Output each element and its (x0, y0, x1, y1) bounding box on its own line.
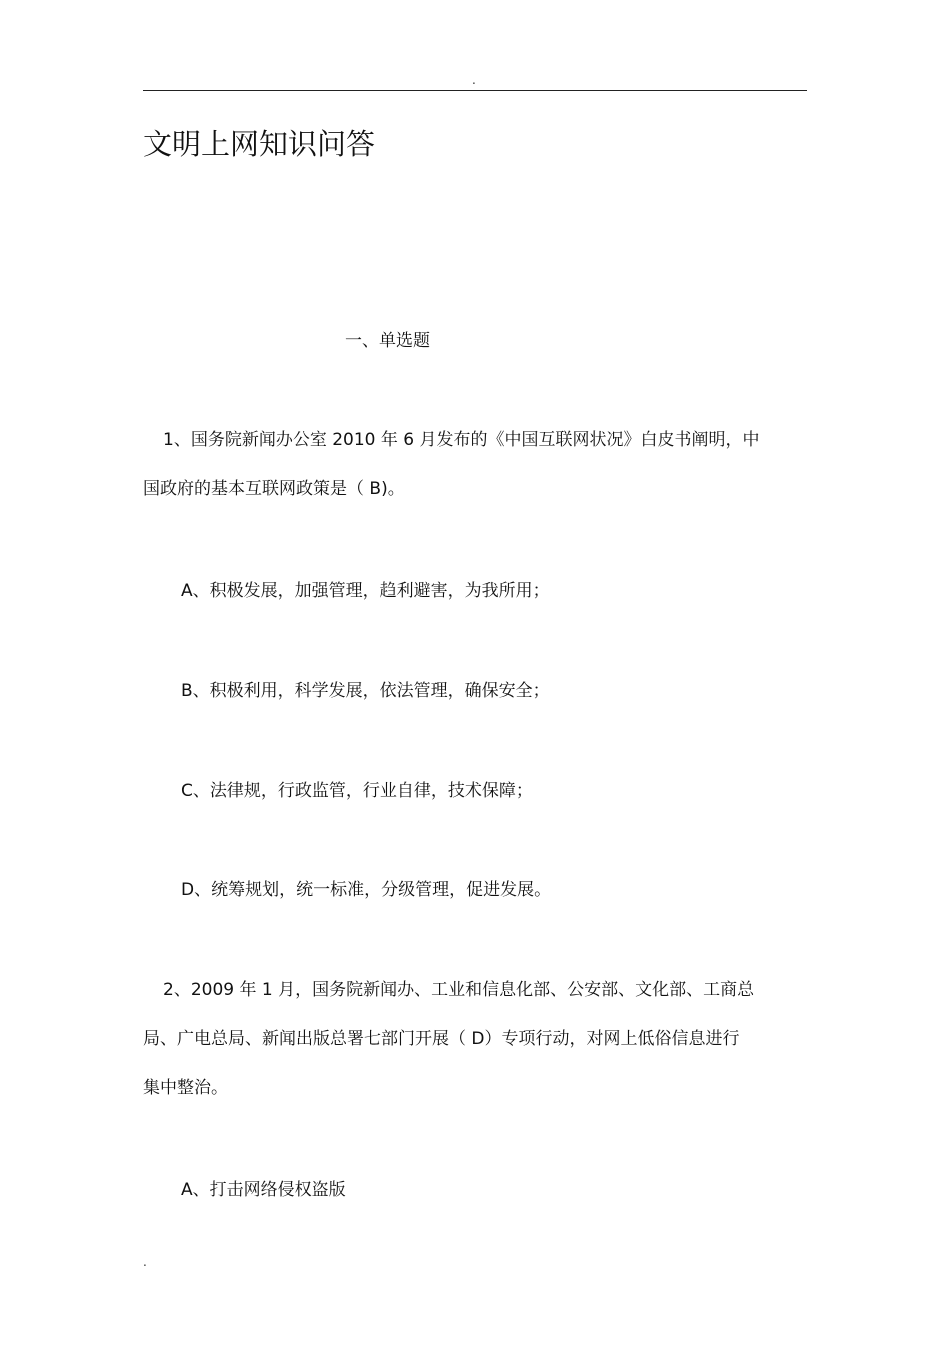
question-1-option-d: D、统筹规划，统一标准，分级管理，促进发展。 (181, 880, 552, 900)
document-title: 文明上网知识问答 (143, 127, 376, 161)
question-2-option-a: A、打击网络侵权盗版 (181, 1180, 346, 1200)
question-1-option-c: C、法律规，行政监管，行业自律，技术保障； (181, 781, 533, 801)
question-1 (143, 416, 793, 514)
question-2 (143, 966, 793, 1113)
header-dot: . (472, 73, 476, 87)
section-heading: 一、单选题 (345, 331, 430, 351)
question-1-option-a: A、积极发展，加强管理，趋利避害，为我所用； (181, 581, 550, 601)
question-2-line-1: 2、2009 年 1 月，国务院新闻办、工业和信息化部、公安部、文化部、工商总 (163, 980, 755, 1000)
footer-dot: . (143, 1255, 147, 1269)
question-1-line-1: 1、国务院新闻办公室 2010 年 6 月发布的《中国互联网状况》白皮书阐明，中 (163, 430, 760, 450)
question-1-option-b: B、积极利用，科学发展，依法管理，确保安全； (181, 681, 550, 701)
question-2-line-3: 集中整治。 (143, 1078, 228, 1098)
question-1-line-2: 国政府的基本互联网政策是（ B)。 (143, 479, 405, 499)
question-2-line-2: 局、广电总局、新闻出版总署七部门开展（ D）专项行动，对网上低俗信息进行 (143, 1029, 740, 1049)
header-rule (143, 90, 807, 91)
